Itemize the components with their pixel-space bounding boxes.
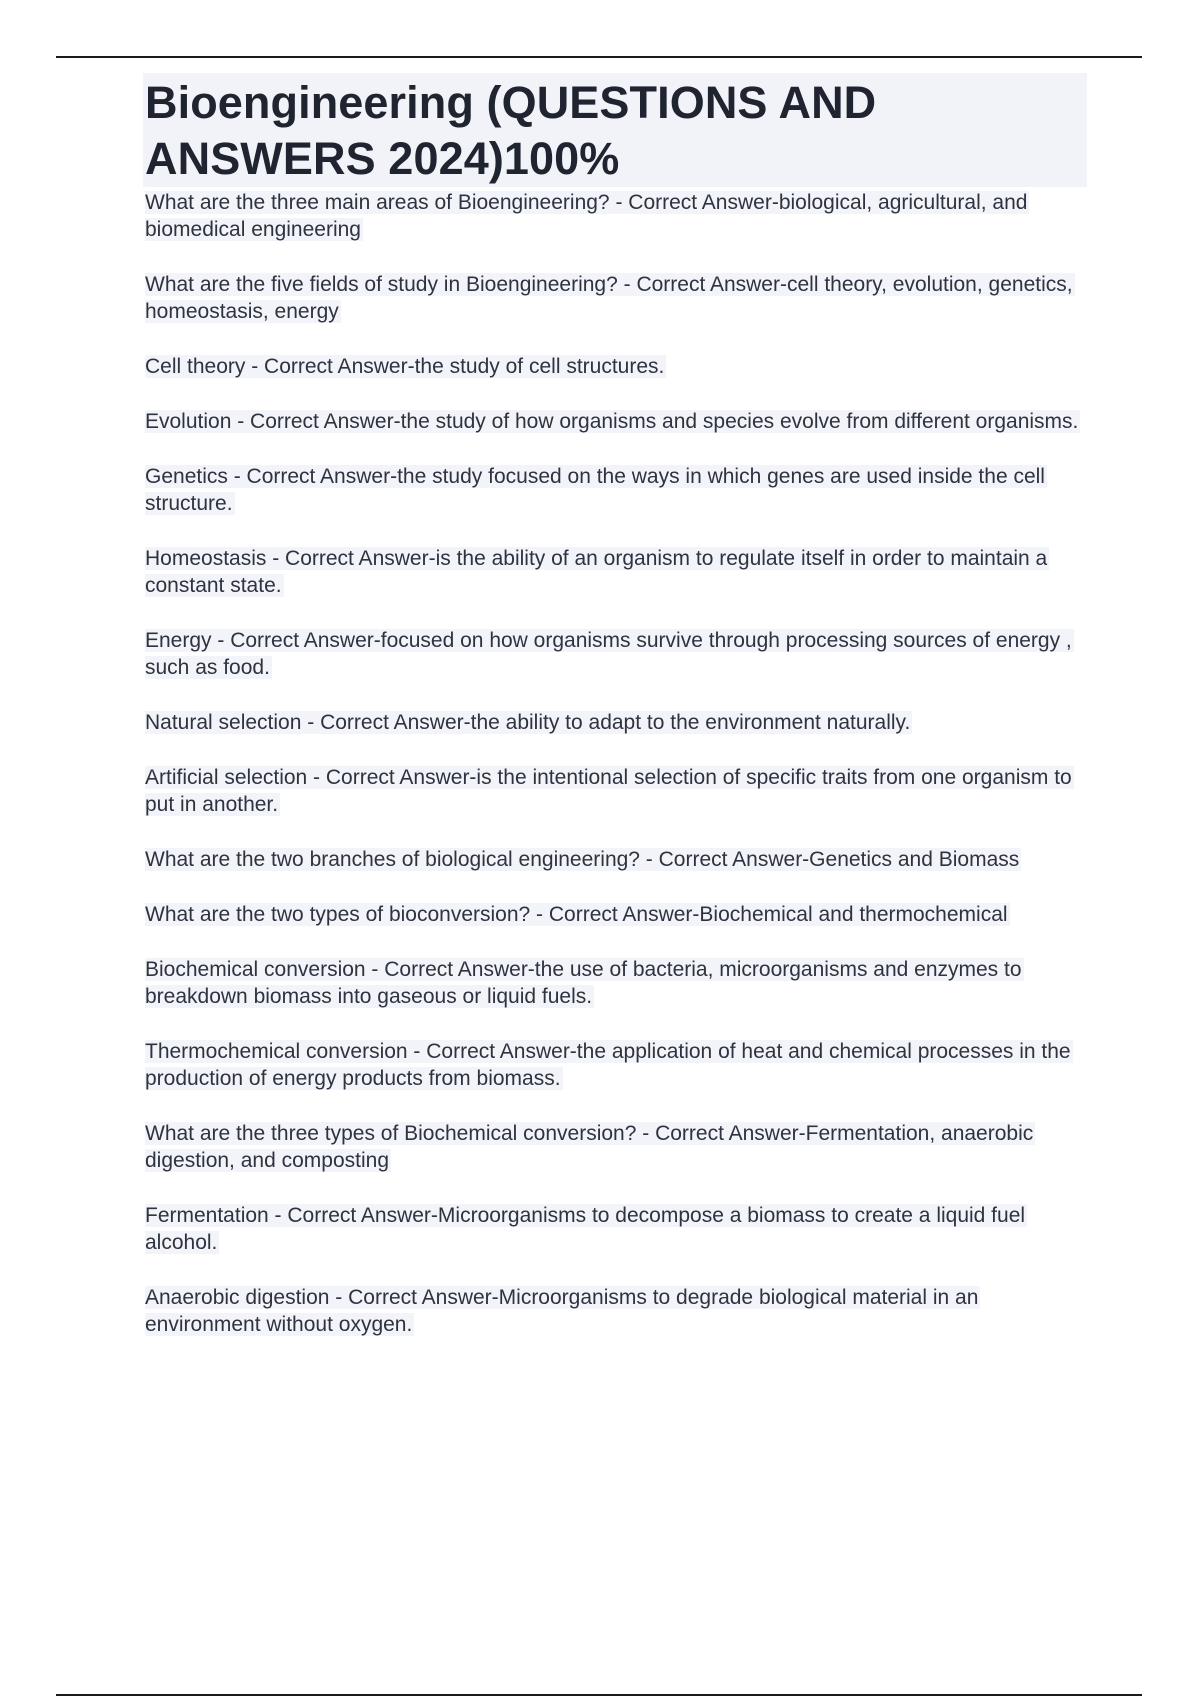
top-rule <box>56 56 1142 58</box>
qa-text: Fermentation - Correct Answer-Microorganisms to decompose a biomass to create a liquid fuel alcohol. <box>145 1204 1026 1254</box>
qa-item <box>145 709 1085 736</box>
qa-text: Natural selection - Correct Answer-the ability to adapt to the environment naturally. <box>145 711 911 734</box>
qa-list <box>145 189 1085 1338</box>
qa-item <box>145 189 1085 243</box>
qa-item <box>145 846 1085 873</box>
document-body <box>145 73 1085 1366</box>
qa-text: Energy - Correct Answer-focused on how organisms survive through processing sources of energy , such as food. <box>145 629 1072 679</box>
qa-item <box>145 1120 1085 1174</box>
qa-item <box>145 901 1085 928</box>
qa-text: Evolution - Correct Answer-the study of how organisms and species evolve from different organisms. <box>145 410 1079 433</box>
qa-text: What are the two branches of biological engineering? - Correct Answer-Genetics and Biomass <box>145 848 1020 871</box>
qa-item <box>145 408 1085 435</box>
qa-item <box>145 1038 1085 1092</box>
qa-text: Cell theory - Correct Answer-the study of cell structures. <box>145 355 665 378</box>
qa-text: What are the three types of Biochemical conversion? - Correct Answer-Fermentation, anaerobic digestion, and composting <box>145 1122 1034 1172</box>
qa-text: What are the two types of bioconversion? - Correct Answer-Biochemical and thermochemical <box>145 903 1008 926</box>
qa-text: What are the five fields of study in Bioengineering? - Correct Answer-cell theory, evolution, genetics, homeostasis, energy <box>145 273 1073 323</box>
qa-item <box>145 764 1085 818</box>
qa-item <box>145 627 1085 681</box>
qa-text: Biochemical conversion - Correct Answer-the use of bacteria, microorganisms and enzymes to breakdown biomass into gaseous or liquid fuels. <box>145 958 1022 1008</box>
qa-item <box>145 1202 1085 1256</box>
qa-item <box>145 271 1085 325</box>
qa-item <box>145 1284 1085 1338</box>
qa-text: Artificial selection - Correct Answer-is the intentional selection of specific traits from one organism to put in another. <box>145 766 1072 816</box>
qa-text: Genetics - Correct Answer-the study focused on the ways in which genes are used inside the cell structure. <box>145 465 1045 515</box>
qa-text: What are the three main areas of Bioengineering? - Correct Answer-biological, agricultural, and biomedical engineering <box>145 191 1028 241</box>
qa-item <box>145 545 1085 599</box>
qa-text: Anaerobic digestion - Correct Answer-Microorganisms to degrade biological material in an environment without oxygen. <box>145 1286 979 1336</box>
title-block <box>143 73 1087 187</box>
qa-item <box>145 956 1085 1010</box>
document-title: Bioengineering (QUESTIONS AND ANSWERS 2024)100% <box>145 77 877 184</box>
qa-text: Thermochemical conversion - Correct Answer-the application of heat and chemical processes in the production of energy products from biomass. <box>145 1040 1071 1090</box>
qa-item <box>145 463 1085 517</box>
bottom-rule <box>56 1694 1142 1696</box>
qa-text: Homeostasis - Correct Answer-is the ability of an organism to regulate itself in order to maintain a constant state. <box>145 547 1048 597</box>
qa-item <box>145 353 1085 380</box>
